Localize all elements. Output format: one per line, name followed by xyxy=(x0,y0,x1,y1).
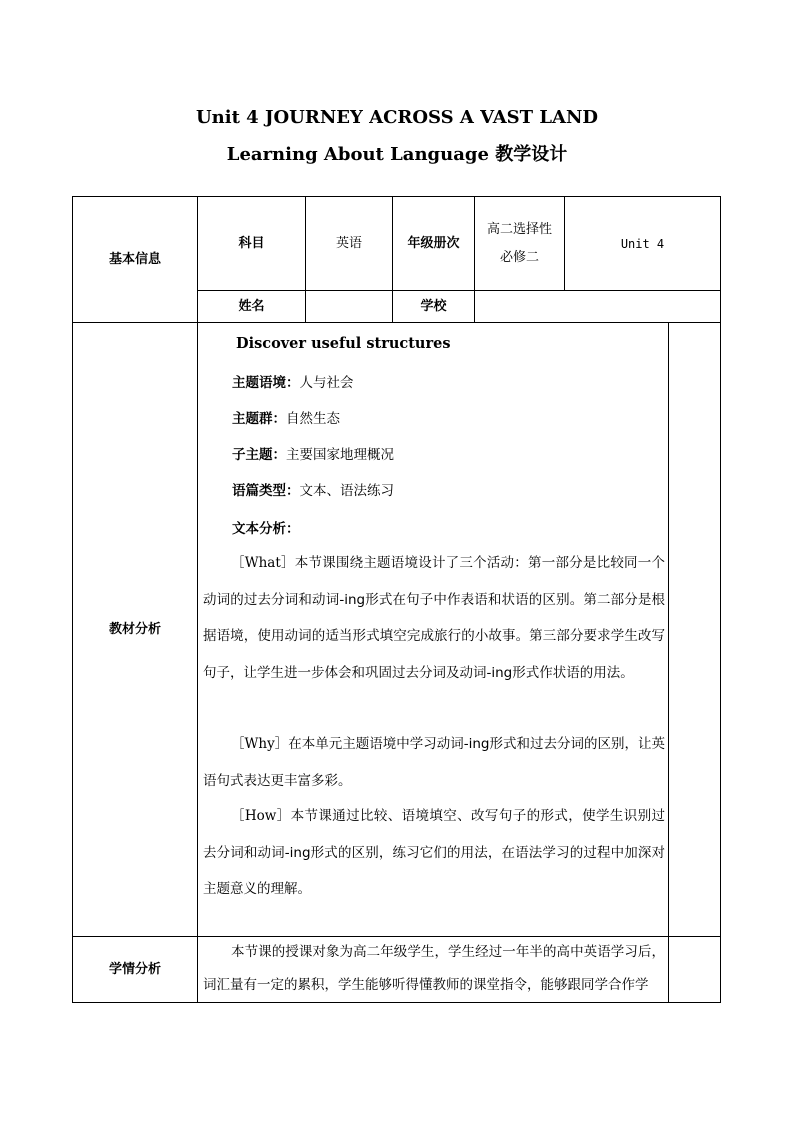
theme-context xyxy=(232,371,354,391)
school-value[interactable] xyxy=(475,291,720,322)
school-label: 学校 xyxy=(420,298,447,314)
sub-theme-value: 主要国家地理概况 xyxy=(286,447,394,463)
document-subtitle: Learning About Language 教学设计 xyxy=(226,144,568,165)
text-type xyxy=(232,479,394,499)
learner-analysis-label: 学情分析 xyxy=(108,961,161,977)
what-tag: ［What］ xyxy=(231,555,295,571)
theme-context-label: 主题语境： xyxy=(232,375,300,391)
material-analysis-label: 教材分析 xyxy=(108,621,161,637)
basic-info-label: 基本信息 xyxy=(108,251,161,267)
table-border-bottom xyxy=(72,1002,721,1003)
how-paragraph xyxy=(203,798,665,908)
how-tag: ［How］ xyxy=(231,808,291,824)
why-text: 在本单元主题语境中学习动词-ing形式和过去分词的区别，让英语句式表达更丰富多彩。 xyxy=(203,736,665,789)
unit-value: Unit 4 xyxy=(620,236,665,251)
text-analysis-label: 文本分析： xyxy=(232,521,300,537)
document-title: Unit 4 JOURNEY ACROSS A VAST LAND xyxy=(195,107,599,128)
sub-theme-label: 子主题： xyxy=(232,447,286,463)
subject-label: 科目 xyxy=(238,235,265,251)
subject-value: 英语 xyxy=(335,235,362,251)
what-text: 本节课围绕主题语境设计了三个活动：第一部分是比较同一个动词的过去分词和动词-ing形式在句子中作表语和状语的区别。第二部分是根据语境，使用动词的适当形式填空完成旅行的小故事。第三部分要求学生改写句子，让学生进一步体会和巩固过去分词及动词-ing形式作状语的用法。 xyxy=(203,555,666,681)
theme-group-value: 自然生态 xyxy=(286,411,340,427)
grade-label: 年级册次 xyxy=(407,235,460,251)
table-border-right xyxy=(720,196,721,1003)
text-type-label: 语篇类型： xyxy=(232,483,300,499)
theme-group xyxy=(232,407,340,427)
col-divider xyxy=(668,322,669,1003)
why-paragraph xyxy=(203,726,665,799)
theme-group-label: 主题群： xyxy=(232,411,286,427)
sub-theme xyxy=(232,443,394,463)
what-paragraph xyxy=(203,545,665,691)
name-value[interactable] xyxy=(306,291,392,322)
text-type-value: 文本、语法练习 xyxy=(299,483,394,499)
why-tag: ［Why］ xyxy=(231,736,289,752)
grade-value xyxy=(475,197,564,290)
name-label: 姓名 xyxy=(238,298,265,314)
how-text: 本节课通过比较、语境填空、改写句子的形式，使学生识别过去分词和动词-ing形式的区别，练习它们的用法，在语法学习的过程中加深对主题意义的理解。 xyxy=(203,808,665,897)
theme-context-value: 人与社会 xyxy=(299,375,354,391)
grade-value-line2: 必修二 xyxy=(499,249,539,265)
grade-value-line1: 高二选择性 xyxy=(486,221,552,237)
section-heading: Discover useful structures xyxy=(236,335,451,352)
learner-analysis-text: 本节课的授课对象为高二年级学生，学生经过一年半的高中英语学习后，词汇量有一定的累积，学生能够听得懂教师的课堂指令，能够跟同学合作学 xyxy=(203,944,665,993)
